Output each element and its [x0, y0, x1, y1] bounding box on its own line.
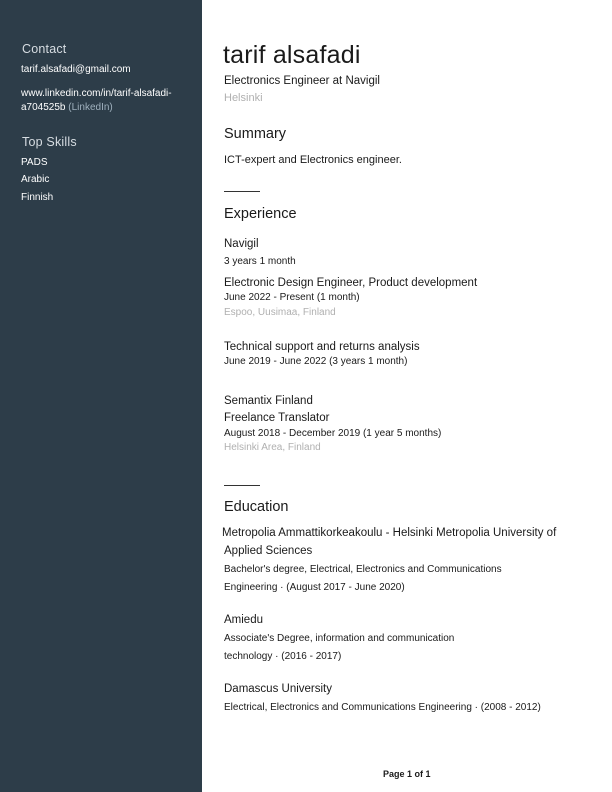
- linkedin-link-line2[interactable]: [21, 102, 113, 113]
- summary-text: ICT-expert and Electronics engineer.: [224, 154, 402, 166]
- summary-heading: Summary: [224, 126, 287, 142]
- company-name: Semantix Finland: [224, 395, 313, 407]
- company-name: Navigil: [224, 238, 259, 250]
- top-skills-heading: Top Skills: [22, 135, 77, 149]
- experience-heading: Experience: [224, 206, 297, 222]
- skill-item: PADS: [21, 157, 48, 168]
- sidebar: [0, 0, 202, 792]
- degree-cont: technology · (2016 - 2017): [224, 651, 342, 662]
- degree: Electrical, Electronics and Communications Engineering · (2008 - 2012): [224, 702, 541, 713]
- linkedin-link-line1[interactable]: www.linkedin.com/in/tarif-alsafadi-: [21, 88, 172, 99]
- school-name: Amiedu: [224, 614, 263, 626]
- location: Helsinki: [224, 92, 263, 104]
- degree: Associate's Degree, information and communication: [224, 633, 455, 644]
- school-name: Damascus University: [224, 683, 332, 695]
- degree: Bachelor's degree, Electrical, Electronics and Communications: [224, 564, 502, 575]
- job-dates: June 2022 - Present (1 month): [224, 292, 360, 303]
- degree-cont: Engineering · (August 2017 - June 2020): [224, 582, 405, 593]
- skill-item: Finnish: [21, 192, 54, 203]
- job-title: Technical support and returns analysis: [224, 341, 420, 353]
- page-number: Page 1 of 1: [383, 769, 431, 779]
- school-name: Metropolia Ammattikorkeakoulu - Helsinki Metropolia University of: [222, 527, 557, 539]
- job-title: Freelance Translator: [224, 412, 330, 424]
- section-divider: [224, 191, 260, 192]
- email-link[interactable]: tarif.alsafadi@gmail.com: [21, 64, 131, 75]
- company-tenure: 3 years 1 month: [224, 256, 296, 267]
- profile-name: tarif alsafadi: [223, 41, 361, 69]
- skill-item: Arabic: [21, 174, 50, 185]
- school-name-cont: Applied Sciences: [224, 545, 313, 557]
- headline: Electronics Engineer at Navigil: [224, 75, 380, 87]
- job-title: Electronic Design Engineer, Product development: [224, 277, 478, 289]
- education-heading: Education: [224, 499, 289, 515]
- section-divider: [224, 485, 260, 486]
- job-location: Espoo, Uusimaa, Finland: [224, 307, 336, 318]
- linkedin-url-tail[interactable]: a704525b: [21, 102, 66, 113]
- job-location: Helsinki Area, Finland: [224, 442, 321, 453]
- job-dates: June 2019 - June 2022 (3 years 1 month): [224, 356, 408, 367]
- linkedin-tag: (LinkedIn): [68, 102, 113, 113]
- job-dates: August 2018 - December 2019 (1 year 5 months): [224, 428, 442, 439]
- contact-heading: Contact: [22, 42, 67, 56]
